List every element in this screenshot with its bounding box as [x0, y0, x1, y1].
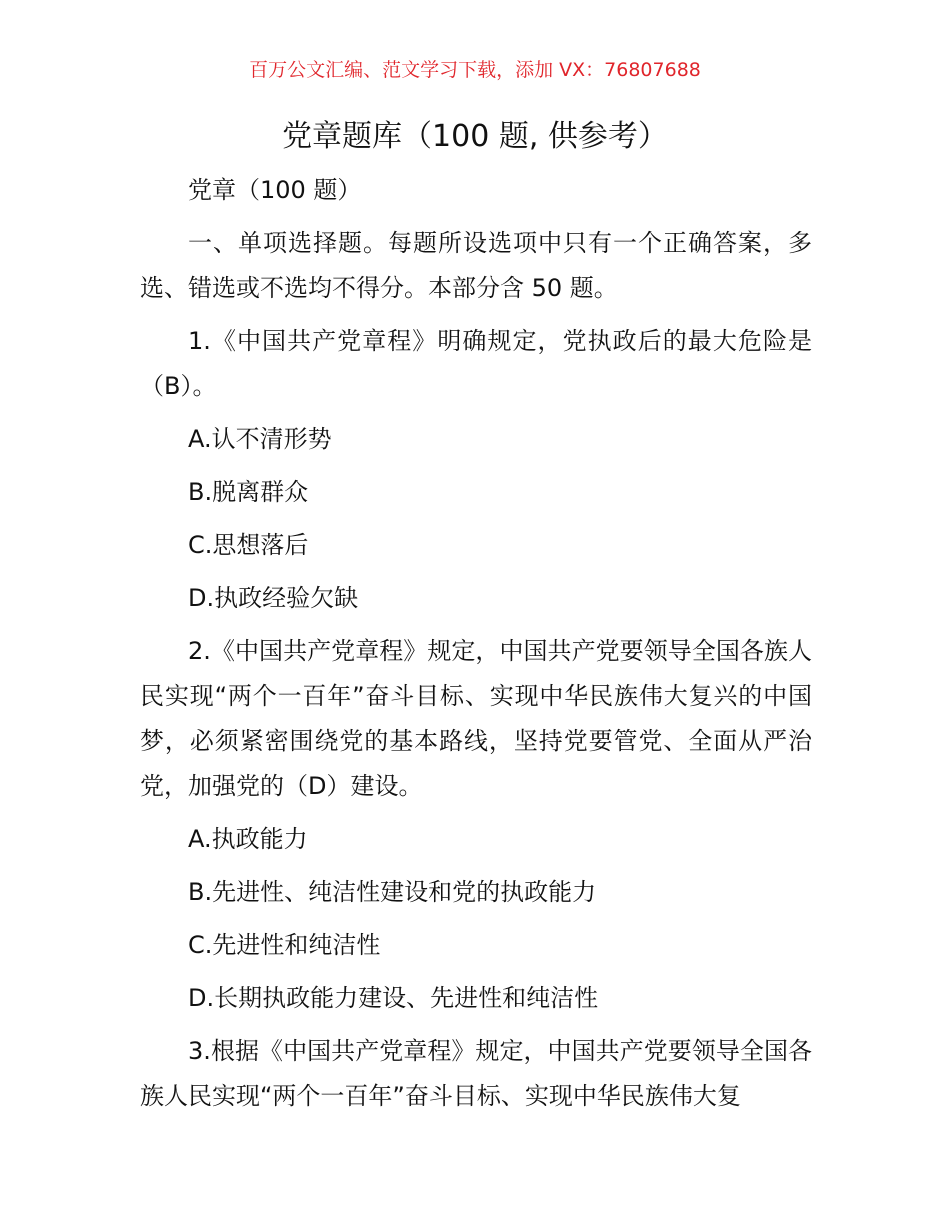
- instructions: 一、单项选择题。每题所设选项中只有一个正确答案，多选、错选或不选均不得分。本部分含 50 题。: [140, 229, 812, 302]
- document-title: 党章题库（100 题, 供参考）: [282, 119, 668, 154]
- document-body: [140, 168, 812, 1127]
- question-3: 3.根据《中国共产党章程》规定，中国共产党要领导全国各族人民实现“两个一百年”奋斗目标、实现中华民族伟大复: [140, 1037, 812, 1110]
- question-2: 2.《中国共产党章程》规定，中国共产党要领导全国各族人民实现“两个一百年”奋斗目标、实现中华民族伟大复兴的中国梦，必须紧密围绕党的基本路线，坚持党要管党、全面从严治党，加强党的（D）建设。: [140, 637, 812, 800]
- option-d: D.执政经验欠缺: [188, 584, 359, 612]
- option-d: D.长期执政能力建设、先进性和纯洁性: [188, 984, 599, 1012]
- option-c: C.思想落后: [188, 531, 309, 559]
- option-c: C.先进性和纯洁性: [188, 931, 381, 959]
- download-banner: 百万公文汇编、范文学习下载，添加 VX：76807688: [249, 59, 701, 81]
- option-a: A.执政能力: [188, 825, 308, 853]
- option-b: B.先进性、纯洁性建设和党的执政能力: [188, 878, 597, 906]
- question-1: 1.《中国共产党章程》明确规定，党执政后的最大危险是（B）。: [140, 327, 812, 400]
- section-heading: 党章（100 题）: [188, 176, 362, 204]
- option-a: A.认不清形势: [188, 425, 332, 453]
- option-b: B.脱离群众: [188, 478, 309, 506]
